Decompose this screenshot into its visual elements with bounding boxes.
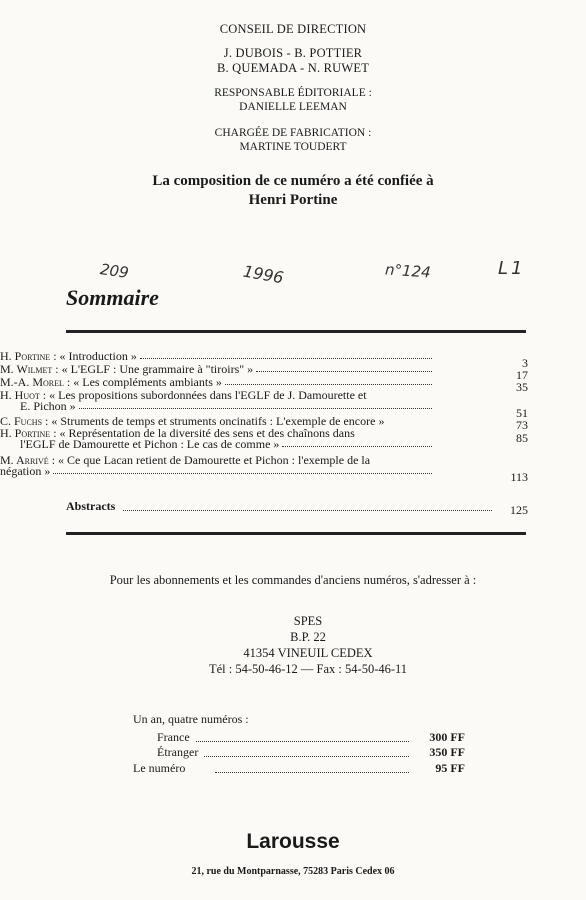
- toc-page-number: 113: [510, 470, 528, 484]
- price-row-etranger: Étranger 350 FF: [157, 745, 465, 759]
- handwritten-note-1: 209: [98, 260, 130, 282]
- abstracts-page-number: 125: [510, 503, 528, 517]
- production-name: MARTINE TOUDERT: [239, 141, 347, 153]
- top-rule: [66, 330, 526, 333]
- subscription-org: SPES: [293, 614, 323, 628]
- toc-page-number: 17: [516, 368, 528, 382]
- toc-entry: H. Portine : « Représentation de la diversité des sens et des chaînons dans l'EGLF de Damourette et Pichon : Le cas de comme »: [0, 428, 432, 450]
- subscription-intro: Pour les abonnements et les commandes d'anciens numéros, s'adresser à :: [109, 573, 477, 587]
- publisher-logo: Larousse: [246, 830, 340, 853]
- toc-entry: H. Huot : « Les propositions subordonnées dans l'EGLF de J. Damourette et E. Pichon »: [0, 390, 432, 412]
- subscription-city: 41354 VINEUIL CEDEX: [243, 646, 373, 660]
- editor-title: RESPONSABLE ÉDITORIALE :: [214, 87, 372, 99]
- handwritten-note-3: n°124: [384, 260, 432, 282]
- subscription-box: B.P. 22: [290, 630, 326, 644]
- board-line-2: B. QUEMADA - N. RUWET: [216, 61, 370, 75]
- toc-entry: M. Wilmet : « L'EGLF : Une grammaire à "tiroirs" »: [0, 364, 432, 375]
- toc-entry: H. Portine : « Introduction »: [0, 351, 432, 362]
- publisher-address: 21, rue du Montparnasse, 75283 Paris Cedex 06: [191, 866, 395, 877]
- toc-page-number: 3: [522, 356, 528, 370]
- toc-entry: C. Fuchs : « Struments de temps et struments oncinatifs : L'exemple de encore »: [0, 414, 385, 428]
- production-title: CHARGÉE DE FABRICATION :: [214, 127, 372, 139]
- abstracts-label: Abstracts: [66, 499, 116, 513]
- board-title: CONSEIL DE DIRECTION: [219, 22, 367, 36]
- handwritten-note-2: 1996: [241, 261, 286, 288]
- toc-page-number: 51: [516, 406, 528, 420]
- pricing-header: Un an, quatre numéros :: [133, 712, 249, 726]
- composition-line-2: Henri Portine: [248, 192, 338, 208]
- board-line-1: J. DUBOIS - B. POTTIER: [223, 46, 363, 60]
- toc-page-number: 35: [516, 380, 528, 394]
- toc-entry: M. Arrivé : « Ce que Lacan retient de Damourette et Pichon : l'exemple de la négation »: [0, 455, 432, 477]
- price-row-france: France 300 FF: [157, 730, 465, 744]
- abstracts-entry: [66, 499, 498, 514]
- handwritten-note-4: L1: [498, 258, 526, 279]
- sommaire-title: Sommaire: [66, 285, 159, 310]
- toc-page-number: 85: [516, 431, 528, 445]
- editor-name: DANIELLE LEEMAN: [239, 101, 347, 113]
- price-row-numero: Le numéro 95 FF: [133, 761, 465, 775]
- bottom-rule: [66, 532, 526, 535]
- toc-page-number: 73: [516, 418, 528, 432]
- toc-entry: M.-A. Morel : « Les compléments ambiants »: [0, 377, 432, 388]
- subscription-phone: Tél : 54-50-46-12 — Fax : 54-50-46-11: [208, 662, 408, 676]
- composition-line-1: La composition de ce numéro a été confiée à: [152, 173, 434, 189]
